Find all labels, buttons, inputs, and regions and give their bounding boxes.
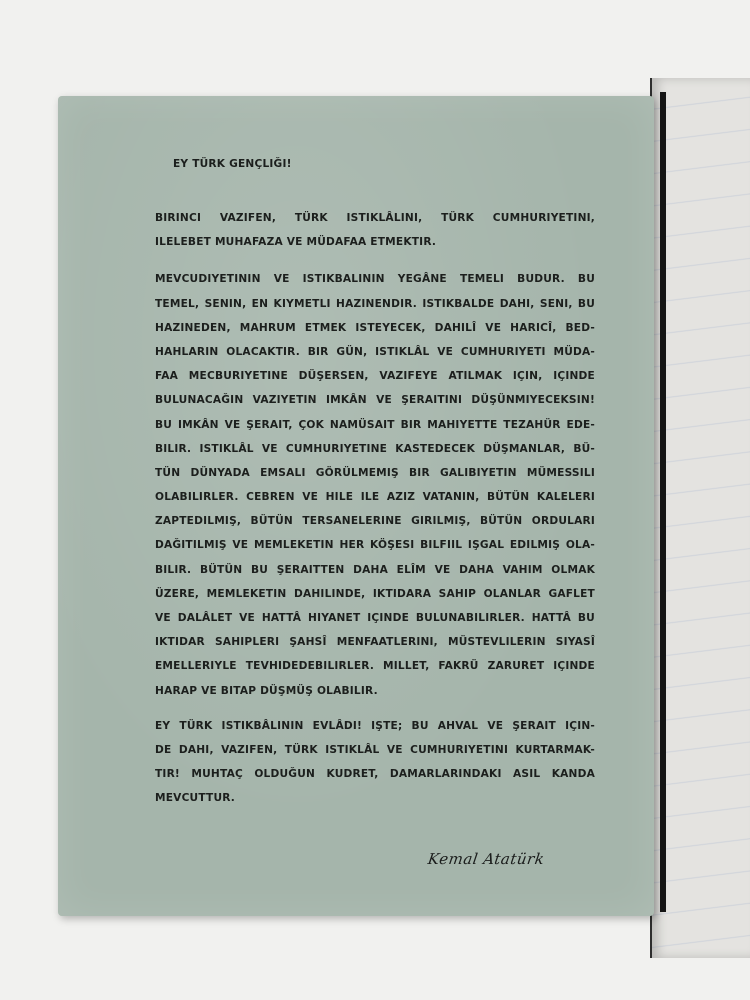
text-line: VE DALÂLET VE HATTÂ HIYANET IÇINDE BULUNABILIRLER. HATTÂ BU — [155, 612, 595, 624]
address-text-block — [155, 158, 595, 822]
text-line: BULUNACAĞIN VAZIYETIN IMKÂN VE ŞERAITINI DÜŞÜNMIYECEKSIN! — [155, 394, 595, 407]
notebook-spine-edge — [660, 92, 666, 912]
paragraph — [155, 267, 595, 702]
text-line: ZAPTEDILMIŞ, BÜTÜN TERSANELERINE GIRILMIŞ, BÜTÜN ORDULARI — [155, 515, 595, 528]
text-line: BIRINCI VAZIFEN, TÜRK ISTIKLÂLINI, TÜRK CUMHURIYETINI, — [155, 212, 595, 224]
text-line: TEMEL, SENIN, EN KIYMETLI HAZINENDIR. ISTIKBALDE DAHI, SENI, BU — [155, 297, 595, 310]
paragraph — [155, 714, 595, 811]
text-line: EMELLERIYLE TEVHIDEDEBILIRLER. MILLET, FAKRÜ ZARURET IÇINDE — [155, 660, 595, 673]
text-line: BILIR. BÜTÜN BU ŞERAITTEN DAHA ELÎM VE DAHA VAHIM OLMAK — [155, 563, 595, 576]
text-line: BILIR. ISTIKLÂL VE CUMHURIYETINE KASTEDECEK DÜŞMANLAR, BÜ- — [155, 442, 595, 455]
text-line: HAZINEDEN, MAHRUM ETMEK ISTEYECEK, DAHILÎ VE HARICÎ, BED- — [155, 321, 595, 334]
signature: Kemal Atatürk — [426, 850, 546, 868]
address-paragraphs — [155, 206, 595, 811]
text-line: ILELEBET MUHAFAZA VE MÜDAFAA ETMEKTIR. — [155, 236, 437, 249]
address-heading: EY TÜRK GENÇLIĞI! — [173, 158, 292, 170]
text-line: OLABILIRLER. CEBREN VE HILE ILE AZIZ VATANIN, BÜTÜN KALELERI — [155, 491, 595, 504]
text-line: HAHLARIN OLACAKTIR. BIR GÜN, ISTIKLÂL VE CUMHURIYETI MÜDA- — [155, 345, 595, 358]
text-line: BU IMKÂN VE ŞERAIT, ÇOK NAMÜSAIT BIR MAHIYETTE TEZAHÜR EDE- — [155, 418, 595, 431]
text-line: EY TÜRK ISTIKBÂLININ EVLÂDI! IŞTE; BU AHVAL VE ŞERAIT IÇIN- — [155, 719, 595, 732]
text-line: IKTIDAR SAHIPLERI ŞAHSÎ MENFAATLERINI, MÜSTEVLILERIN SIYASÎ — [155, 636, 595, 649]
text-line: HARAP VE BITAP DÜŞMÜŞ OLABILIR. — [155, 684, 378, 697]
text-line: TÜN DÜNYADA EMSALI GÖRÜLMEMIŞ BIR GALIBIYETIN MÜMESSILI — [155, 466, 595, 479]
text-line: ÜZERE, MEMLEKETIN DAHILINDE, IKTIDARA SAHIP OLANLAR GAFLET — [155, 587, 595, 600]
text-line: TIR! MUHTAÇ OLDUĞUN KUDRET, DAMARLARINDAKI ASIL KANDA — [155, 768, 595, 781]
text-line: MEVCUDIYETININ VE ISTIKBALININ YEGÂNE TEMELI BUDUR. BU — [155, 273, 595, 286]
text-line: FAA MECBURIYETINE DÜŞERSEN, VAZIFEYE ATILMAK IÇIN, IÇINDE — [155, 370, 595, 383]
text-line: DAĞITILMIŞ VE MEMLEKETIN HER KÖŞESI BILFIIL IŞGAL EDILMIŞ OLA- — [155, 539, 595, 552]
text-line: DE DAHI, VAZIFEN, TÜRK ISTIKLÂL VE CUMHURIYETINI KURTARMAK- — [155, 743, 595, 756]
paragraph — [155, 206, 595, 254]
text-line: MEVCUTTUR. — [155, 792, 236, 805]
